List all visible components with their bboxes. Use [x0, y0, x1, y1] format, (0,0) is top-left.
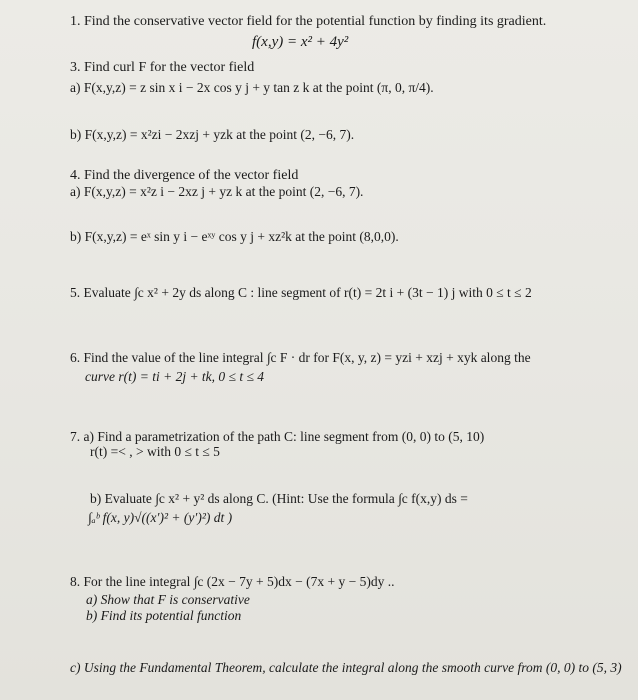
question-7a-parametrization: r(t) =< , > with 0 ≤ t ≤ 5 — [90, 444, 220, 459]
question-1-text: 1. Find the conservative vector field for the potential function by finding its gradient. — [70, 14, 547, 29]
question-4a: a) F(x,y,z) = x²z i − 2xz j + yz k at the point (2, −6, 7). — [70, 184, 364, 199]
question-6-line-1: 6. Find the value of the line integral ∫c F · dr for F(x, y, z) = yzi + xzj + xyk along the — [70, 350, 531, 365]
question-7b-text: b) Evaluate ∫c x² + y² ds along C. (Hint: Use the formula ∫c f(x,y) ds = — [90, 491, 468, 506]
question-4b: b) F(x,y,z) = eˣ sin y i − eˣʸ cos y j + xz²k at the point (8,0,0). — [70, 229, 399, 244]
question-6-line-2: curve r(t) = ti + 2j + tk, 0 ≤ t ≤ 4 — [85, 369, 264, 384]
question-7b-formula: ∫ₐᵇ f(x, y)√((x′)² + (y′)²) dt ) — [88, 510, 233, 525]
question-8-heading: 8. For the line integral ∫c (2x − 7y + 5)dx − (7x + y − 5)dy .. — [70, 574, 395, 589]
question-5-text: 5. Evaluate ∫c x² + 2y ds along C : line segment of r(t) = 2t i + (3t − 1) j with 0 ≤ t ≤ 2 — [70, 285, 532, 300]
question-3-heading: 3. Find curl F for the vector field — [70, 60, 255, 75]
question-7a-text: 7. a) Find a parametrization of the path C: line segment from (0, 0) to (5, 10) — [70, 429, 485, 444]
question-8c: c) Using the Fundamental Theorem, calculate the integral along the smooth curve from (0, 0) to (5, 3) — [70, 660, 622, 675]
question-8a: a) Show that F is conservative — [86, 592, 250, 607]
question-1-formula: f(x,y) = x² + 4y² — [252, 34, 349, 50]
question-8b: b) Find its potential function — [86, 608, 242, 623]
question-4-heading: 4. Find the divergence of the vector field — [70, 168, 299, 183]
question-3a: a) F(x,y,z) = z sin x i − 2x cos y j + y tan z k at the point (π, 0, π/4). — [70, 80, 434, 95]
question-3b: b) F(x,y,z) = x²zi − 2xzj + yzk at the point (2, −6, 7). — [70, 127, 355, 142]
